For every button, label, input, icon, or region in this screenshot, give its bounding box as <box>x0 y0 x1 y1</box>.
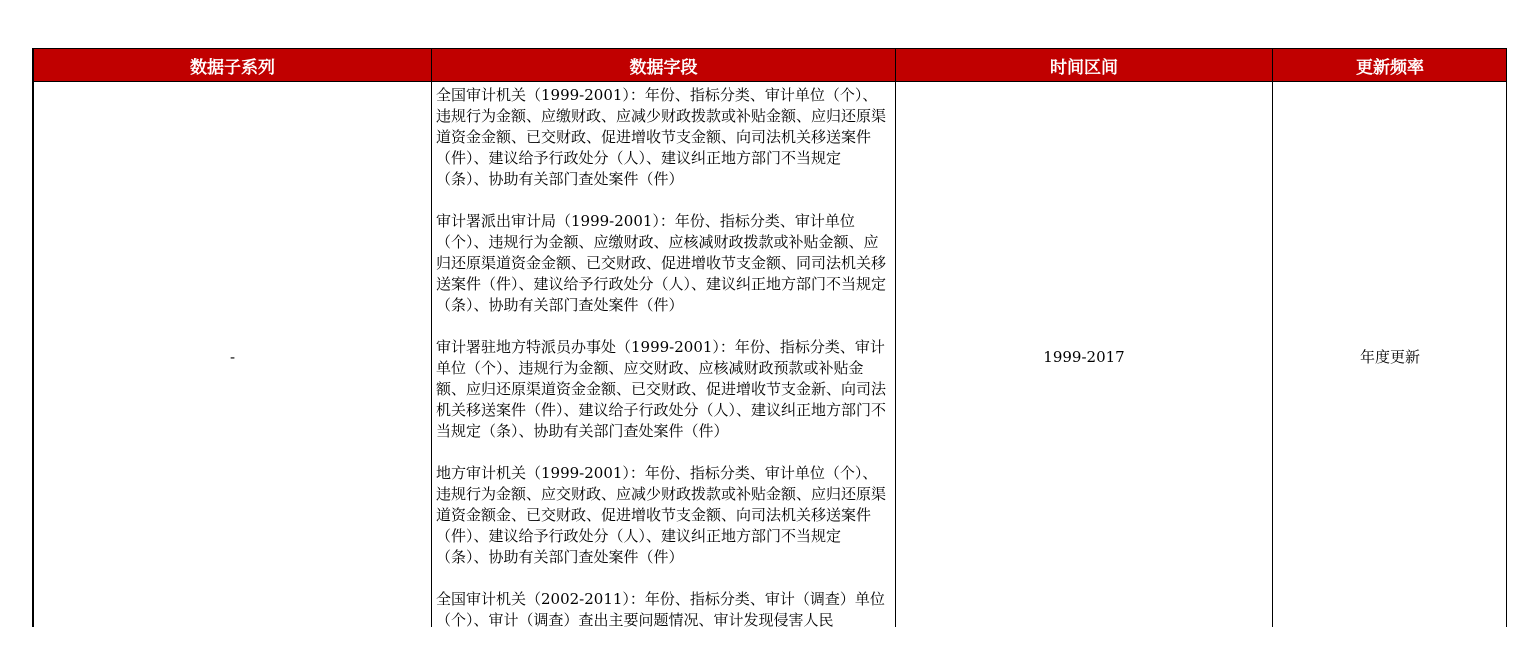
cell-period: 1999-2017 <box>896 82 1273 628</box>
header-frequency: 更新频率 <box>1273 49 1508 82</box>
cell-fields <box>432 82 896 628</box>
header-row <box>34 49 1508 82</box>
cell-subseries: - <box>34 82 432 628</box>
field-paragraph: 全国审计机关（2002-2011）：年份、指标分类、审计（调查）单位（个）、审计（调查）查出主要问题情况、审计发现侵害人民 <box>436 590 885 627</box>
data-table-container <box>32 48 1507 627</box>
cell-frequency: 年度更新 <box>1273 82 1508 628</box>
header-fields: 数据字段 <box>432 49 896 82</box>
header-period: 时间区间 <box>896 49 1273 82</box>
field-paragraph: 全国审计机关（1999-2001）：年份、指标分类、审计单位（个）、违规行为金额、应缴财政、应减少财政拨款或补贴金额、应归还原渠道资金金额、已交财政、促进增收节支金额、向司法机关移送案件（件）、建议给予行政处分（人）、建议纠正地方部门不当规定（条）、协助有关部门查处案件（件） <box>436 86 887 188</box>
field-paragraph: 审计署驻地方特派员办事处（1999-2001）：年份、指标分类、审计单位（个）、违规行为金额、应交财政、应核减财政预款或补贴金额、应归还原渠道资金金额、已交财政、促进增收节支金新、向司法机关移送案件（件）、建议给子行政处分（人）、建议纠正地方部门不当规定（条）、协助有关部门查处案件（件） <box>436 338 887 440</box>
field-paragraph: 审计署派出审计局（1999-2001）：年份、指标分类、审计单位（个）、违规行为金额、应缴财政、应核减财政拨款或补贴金额、应归还原渠道资金金额、已交财政、促进增收节支金额、同司法机关移送案件（件）、建议给予行政处分（人）、建议纠正地方部门不当规定（条）、协助有关部门查处案件（件） <box>436 212 887 314</box>
data-table <box>33 48 1507 627</box>
field-paragraph: 地方审计机关（1999-2001）：年份、指标分类、审计单位（个）、违规行为金额、应交财政、应减少财政拨款或补贴金额、应归还原渠道资金额金、已交财政、促进增收节支金额、向司法机关移送案件（件）、建议给予行政处分（人）、建议纠正地方部门不当规定（条）、协助有关部门查处案件（件） <box>436 464 887 566</box>
header-subseries: 数据子系列 <box>34 49 432 82</box>
table-row <box>34 82 1508 628</box>
